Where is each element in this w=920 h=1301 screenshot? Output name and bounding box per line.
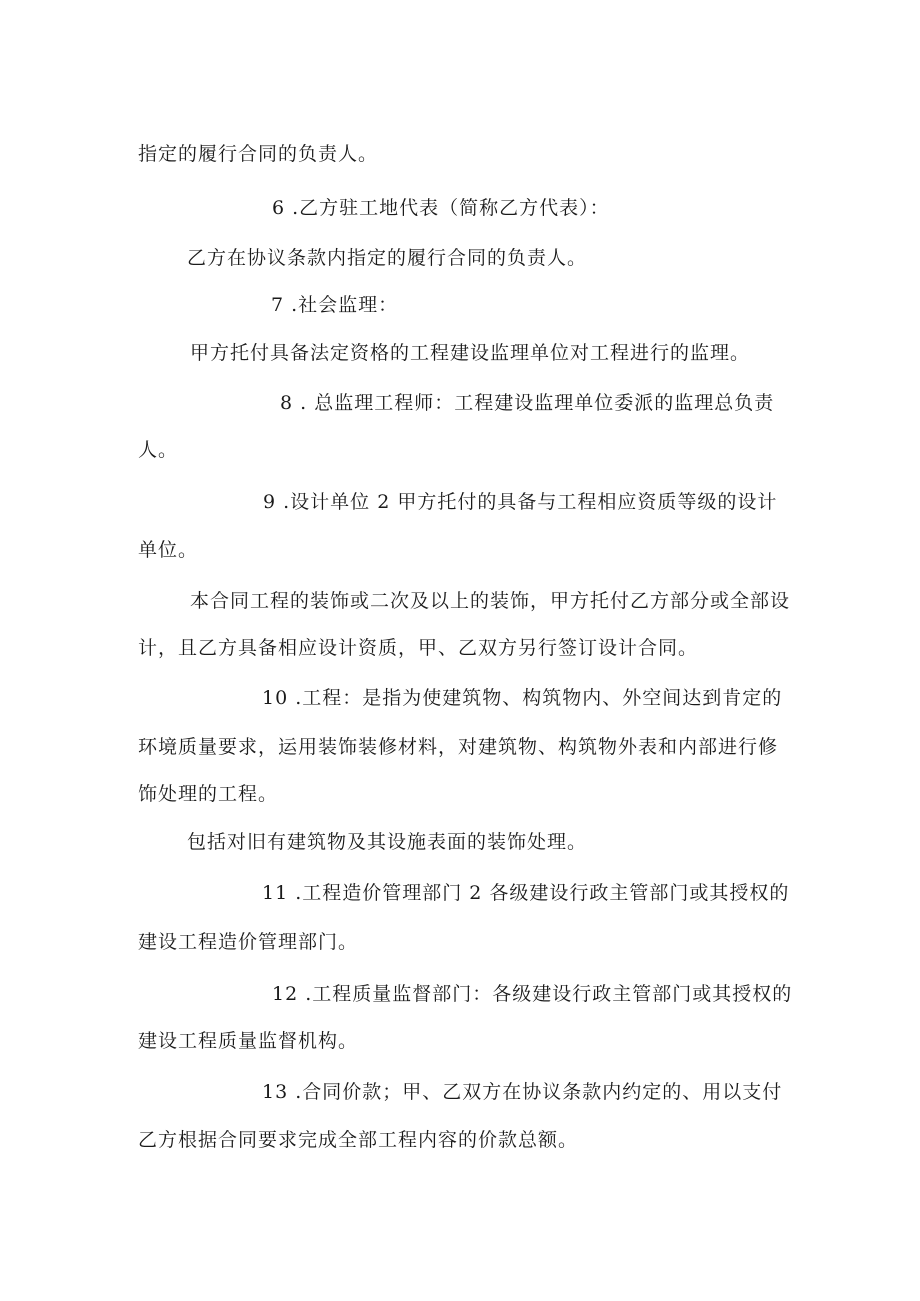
text-line: 建设工程造价管理部门。	[138, 931, 359, 953]
text-line: 13 .合同价款；甲、乙双方在协议条款内约定的、用以支付	[262, 1081, 783, 1103]
text-line: 8 . 总监理工程师：工程建设监理单位委派的监理总负责	[280, 392, 775, 414]
text-line: 甲方托付具备法定资格的工程建设监理单位对工程进行的监理。	[190, 342, 751, 364]
text-line: 环境质量要求，运用装饰装修材料，对建筑物、构筑物外表和内部进行修	[138, 736, 779, 758]
text-line: 指定的履行合同的负责人。	[138, 143, 379, 165]
text-line: 饰处理的工程。	[138, 783, 279, 805]
text-line: 7 .社会监理：	[271, 294, 399, 316]
text-line: 本合同工程的装饰或二次及以上的装饰，甲方托付乙方部分或全部设	[190, 590, 791, 612]
text-line: 9 .设计单位 2 甲方托付的具备与工程相应资质等级的设计	[263, 491, 778, 513]
text-line: 12 .工程质量监督部门：各级建设行政主管部门或其授权的	[272, 983, 793, 1005]
text-line: 计，且乙方具备相应设计资质，甲、乙双方另行签订设计合同。	[138, 637, 699, 659]
text-line: 单位。	[138, 539, 199, 561]
text-line: 人。	[138, 439, 179, 461]
text-line: 建设工程质量监督机构。	[138, 1030, 359, 1052]
text-line: 乙方在协议条款内指定的履行合同的负责人。	[187, 247, 588, 269]
text-line: 包括对旧有建筑物及其设施表面的装饰处理。	[187, 831, 588, 853]
text-line: 6 .乙方驻工地代表（简称乙方代表）：	[272, 197, 610, 219]
text-line: 11 .工程造价管理部门 2 各级建设行政主管部门或其授权的	[262, 882, 790, 904]
text-line: 10 .工程：是指为使建筑物、构筑物内、外空间达到肯定的	[262, 687, 783, 709]
text-line: 乙方根据合同要求完成全部工程内容的价款总额。	[138, 1129, 579, 1151]
